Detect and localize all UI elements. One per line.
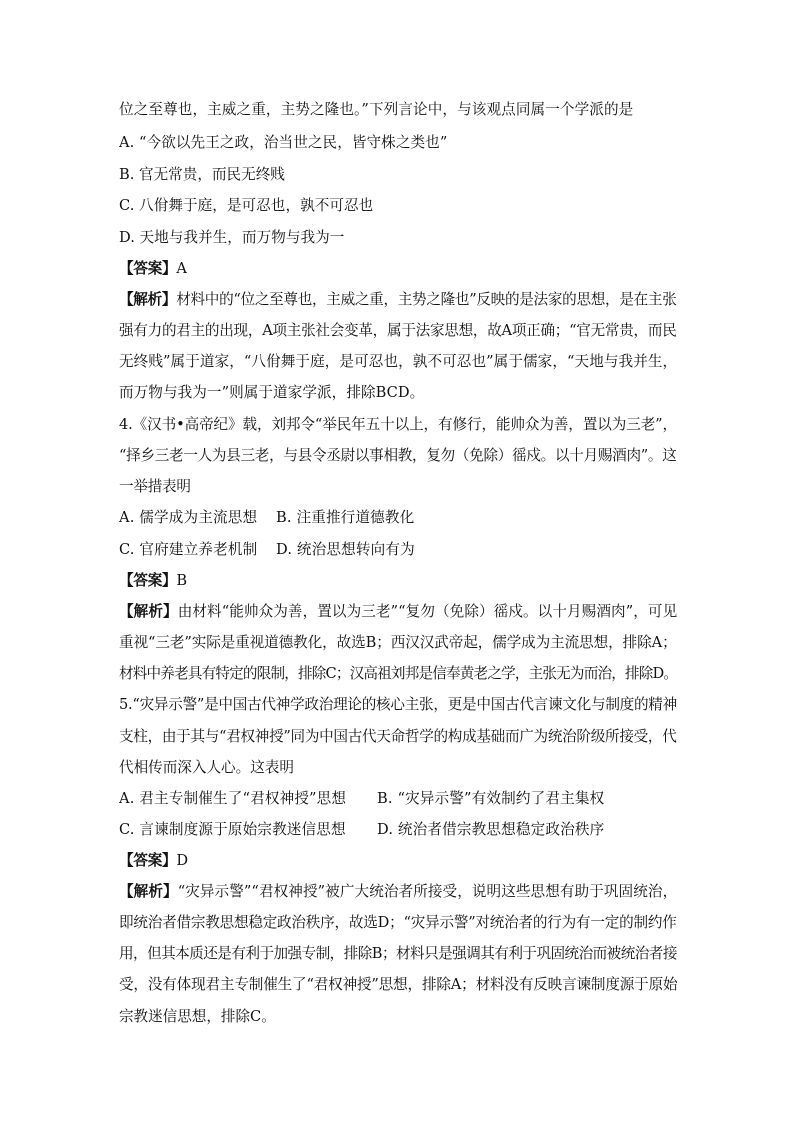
q5-answer: [119, 851, 679, 871]
analysis-tag: 【解析】: [119, 291, 177, 308]
answer-value: B: [176, 572, 187, 589]
q5-option-a: A. 君主专制催生了“君权神授”思想: [119, 790, 347, 807]
q4-analysis-line-2: 重视“三老”实际是重视道德教化，故选B；西汉汉武帝起，儒学成为主流思想，排除A；: [119, 634, 677, 651]
answer-tag: 【答案】: [119, 260, 177, 277]
answer-value: D: [176, 852, 188, 869]
q4-stem-line-3: 一举措表明: [119, 478, 191, 495]
answer-tag: 【答案】: [119, 572, 177, 589]
q5-analysis-line-4: 受，没有体现君主专制催生了“君权神授”思想，排除A；材料没有反映言谏制度源于原始: [119, 976, 678, 993]
q3-option-a: A. “今欲以先王之政，治当世之民，皆守株之类也”: [119, 134, 448, 151]
analysis-tag: 【解析】: [119, 603, 178, 620]
q5-options-row-1: [119, 789, 679, 809]
q5-stem-line-1: 5.“灾异示警”是中国古代神学政治理论的核心主张，更是中国古代言谏文化与制度的精神: [119, 696, 677, 713]
q4-answer: [119, 571, 679, 591]
q5-option-c: C. 言谏制度源于原始宗教迷信思想: [119, 821, 346, 838]
q4-analysis-line-3: 材料中养老具有特定的限制，排除C；汉高祖刘邦是信奉黄老之学，主张无为而治，排除D。: [119, 665, 678, 682]
q5-options-row-2: [119, 820, 679, 840]
q5-option-b: B. “灾异示警”有效制约了君主集权: [377, 790, 605, 807]
q4-stem-line-1: 4.《汉书•高帝纪》载，刘邦令“举民年五十以上，有修行，能帅众为善，置以为三老”，: [119, 416, 677, 433]
answer-value: A: [176, 260, 187, 277]
q4-option-c: C. 官府建立养老机制: [119, 541, 258, 558]
q5-analysis-line-3: 用，但其本质还是有利于加强专制，排除B；材料只是强调其有利于巩固统治而被统治者接: [119, 945, 677, 962]
q4-stem-line-2: “择乡三老一人为县三老，与县令丞尉以事相教，复勿（免除）徭戍。以十月赐酒肉”。这: [119, 447, 677, 464]
q3-stem: 位之至尊也，主威之重，主势之隆也。”下列言论中，与该观点同属一个学派的是: [119, 101, 634, 118]
q3-option-d: D. 天地与我并生，而万物与我为一: [119, 229, 345, 246]
q3-analysis-line-4: 而万物与我为一”则属于道家学派，排除BCD。: [119, 384, 425, 401]
q4-option-b: B. 注重推行道德教化: [276, 509, 415, 526]
q4-options-row-2: [119, 540, 679, 560]
q5-stem-line-3: 代相传而深入人心。这表明: [119, 759, 294, 776]
q5-analysis-line-2: 即统治者借宗教思想稳定政治秩序，故选D；“灾异示警”对统治者的行为有一定的制约作: [119, 914, 677, 931]
q5-analysis-line-5: 宗教迷信思想，排除C。: [119, 1008, 276, 1025]
q5-stem-line-2: 支柱，由于其与“君权神授”同为中国古代天命哲学的构成基础而广为统治阶级所接受，代: [119, 728, 677, 745]
analysis-tag: 【解析】: [119, 883, 178, 900]
q4-analysis-line-1: 【解析】由材料“能帅众为善，置以为三老”“复勿（免除）徭戍。以十月赐酒肉”，可见: [119, 603, 678, 620]
q5-option-d: D. 统治者借宗教思想稳定政治秩序: [377, 821, 605, 838]
q3-analysis-line-3: 无终贱”属于道家，“八佾舞于庭，是可忍也，孰不可忍也”属于儒家，“天地与我并生，: [119, 353, 678, 370]
q3-answer: [119, 259, 679, 279]
q4-options-row-1: [119, 508, 679, 528]
q3-analysis-line-1: 【解析】材料中的“位之至尊也，主威之重，主势之隆也”反映的是法家的思想，是在主张: [119, 291, 677, 308]
q3-option-c: C. 八佾舞于庭，是可忍也，孰不可忍也: [119, 197, 374, 214]
q4-option-d: D. 统治思想转向有为: [276, 541, 415, 558]
q3-analysis-line-2: 强有力的君主的出现，A项主张社会变革，属于法家思想，故A项正确；“官无常贵，而民: [119, 322, 677, 339]
answer-tag: 【答案】: [119, 852, 177, 869]
q3-option-b: B. 官无常贵，而民无终贱: [119, 166, 285, 183]
q5-analysis-line-1: 【解析】“灾异示警”“君权神授”被广大统治者所接受，说明这些思想有助于巩固统治，: [119, 883, 678, 900]
q4-option-a: A. 儒学成为主流思想: [119, 509, 258, 526]
